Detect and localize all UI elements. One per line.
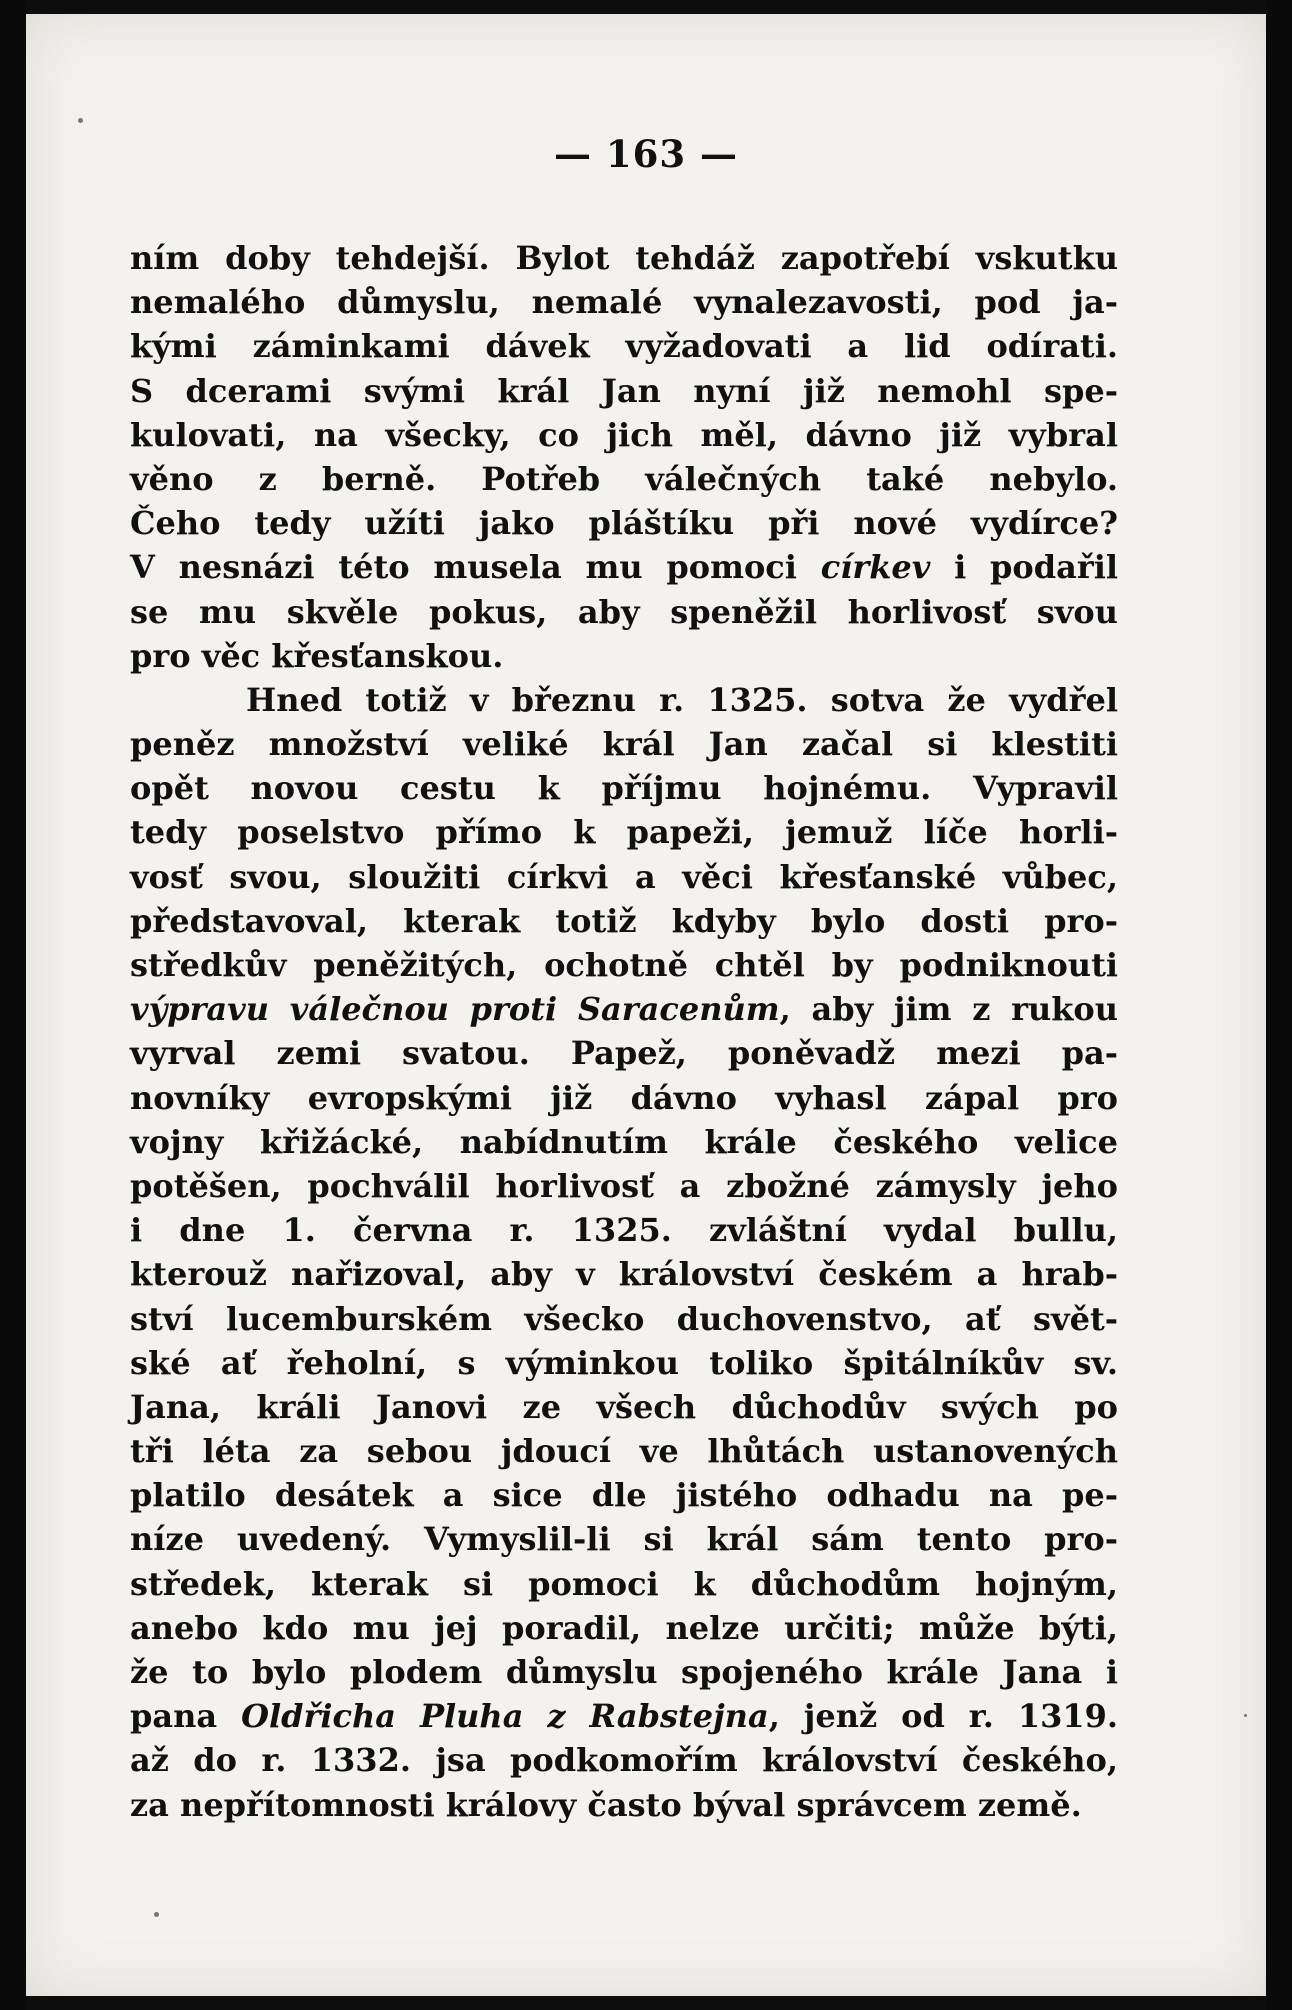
text-line: nemalého důmyslu, nemalé vynalezavosti, pod ja-: [130, 283, 1118, 322]
italic-term: Oldřicha Pluha z Rabstejna: [241, 1697, 769, 1736]
scan-speck: [78, 118, 83, 123]
right-page-edge: [1266, 0, 1292, 2010]
text-line: až do r. 1332. jsa podkomořím království českého,: [130, 1741, 1118, 1780]
text-line: kulovati, na všecky, co jich měl, dávno již vybral: [130, 415, 1118, 454]
text-line: peněz množství veliké král Jan začal si klestiti: [130, 725, 1118, 764]
text-line: středek, kterak si pomoci k důchodům hojným,: [130, 1564, 1118, 1603]
text-line: níze uvedený. Vymyslil-li si král sám tento pro-: [130, 1520, 1118, 1559]
text-line: platilo desátek a sice dle jistého odhadu na pe-: [130, 1476, 1118, 1515]
text-run: pana: [130, 1697, 242, 1736]
text-line: vojny křižácké, nabídnutím krále českého velice: [130, 1122, 1118, 1161]
text-line: [130, 987, 1118, 1031]
text-line: [130, 1694, 1118, 1738]
page-number: — 163 —: [554, 132, 738, 176]
text-run: V nesnázi této musela mu pomoci: [130, 548, 821, 587]
text-line: potěšen, pochválil horlivosť a zbožné zámysly jeho: [130, 1166, 1118, 1205]
text-line: za nepřítomnosti královy často býval správcem země.: [130, 1785, 1082, 1824]
text-run: , aby jim z rukou: [779, 990, 1119, 1029]
text-line: kými záminkami dávek vyžadovati a lid odírati.: [130, 327, 1118, 366]
text-line: vyrval zemi svatou. Papež, poněvadž mezi pa-: [130, 1034, 1118, 1073]
text-line: tři léta za sebou jdoucí ve lhůtách ustanovených: [130, 1432, 1118, 1471]
book-page: [26, 14, 1266, 1996]
text-line: ství lucemburském všecko duchovenstvo, ať svět-: [130, 1299, 1118, 1338]
text-line: anebo kdo mu jej poradil, nelze určiti; může býti,: [130, 1608, 1118, 1647]
text-line: ské ať řeholní, s výminkou toliko špitálníkův sv.: [130, 1343, 1118, 1382]
text-line: ním doby tehdejší. Bylot tehdáž zapotřebí vskutku: [130, 239, 1118, 277]
text-line: Hned totiž v březnu r. 1325. sotva že vydřel: [246, 680, 1118, 719]
text-line: středkův peněžitých, ochotně chtěl by podniknouti: [130, 946, 1118, 984]
text-line: se mu skvěle pokus, aby speněžil horlivosť svou: [130, 592, 1118, 631]
body-text: [130, 236, 1118, 1827]
text-line: pro věc křesťanskou.: [130, 636, 504, 675]
text-line: i dne 1. června r. 1325. zvláštní vydal bullu,: [130, 1211, 1118, 1250]
text-line: S dcerami svými král Jan nyní již nemohl spe-: [130, 371, 1118, 410]
left-binding-edge: [0, 0, 26, 2010]
text-line: [130, 545, 1118, 589]
text-run: , jenž od r. 1319.: [768, 1697, 1119, 1736]
scan-speck: [1244, 1714, 1247, 1717]
text-line: novníky evropskými již dávno vyhasl zápal pro: [130, 1078, 1118, 1117]
text-line: že to bylo plodem důmyslu spojeného krále Jana i: [130, 1653, 1118, 1691]
text-line: Čeho tedy užíti jako pláštíku při nové vydírce?: [130, 504, 1118, 543]
text-line: vosť svou, sloužiti církvi a věci křesťanské vůbec,: [130, 857, 1118, 896]
text-line: opět novou cestu k příjmu hojnému. Vypravil: [130, 769, 1118, 808]
italic-term: církev: [820, 548, 931, 587]
text-line: Jana, králi Janovi ze všech důchodův svých po: [130, 1387, 1118, 1426]
scan-speck: [154, 1912, 159, 1917]
text-line: představoval, kterak totiž kdyby bylo dosti pro-: [130, 901, 1118, 940]
text-line: kterouž nařizoval, aby v království českém a hrab-: [130, 1255, 1118, 1294]
text-run: i podařil: [930, 548, 1119, 587]
text-line: věno z berně. Potřeb válečných také nebylo.: [130, 459, 1118, 498]
italic-term: výpravu válečnou proti Saracenům: [130, 990, 780, 1029]
text-line: tedy poselstvo přímo k papeži, jemuž líče horli-: [130, 813, 1118, 852]
